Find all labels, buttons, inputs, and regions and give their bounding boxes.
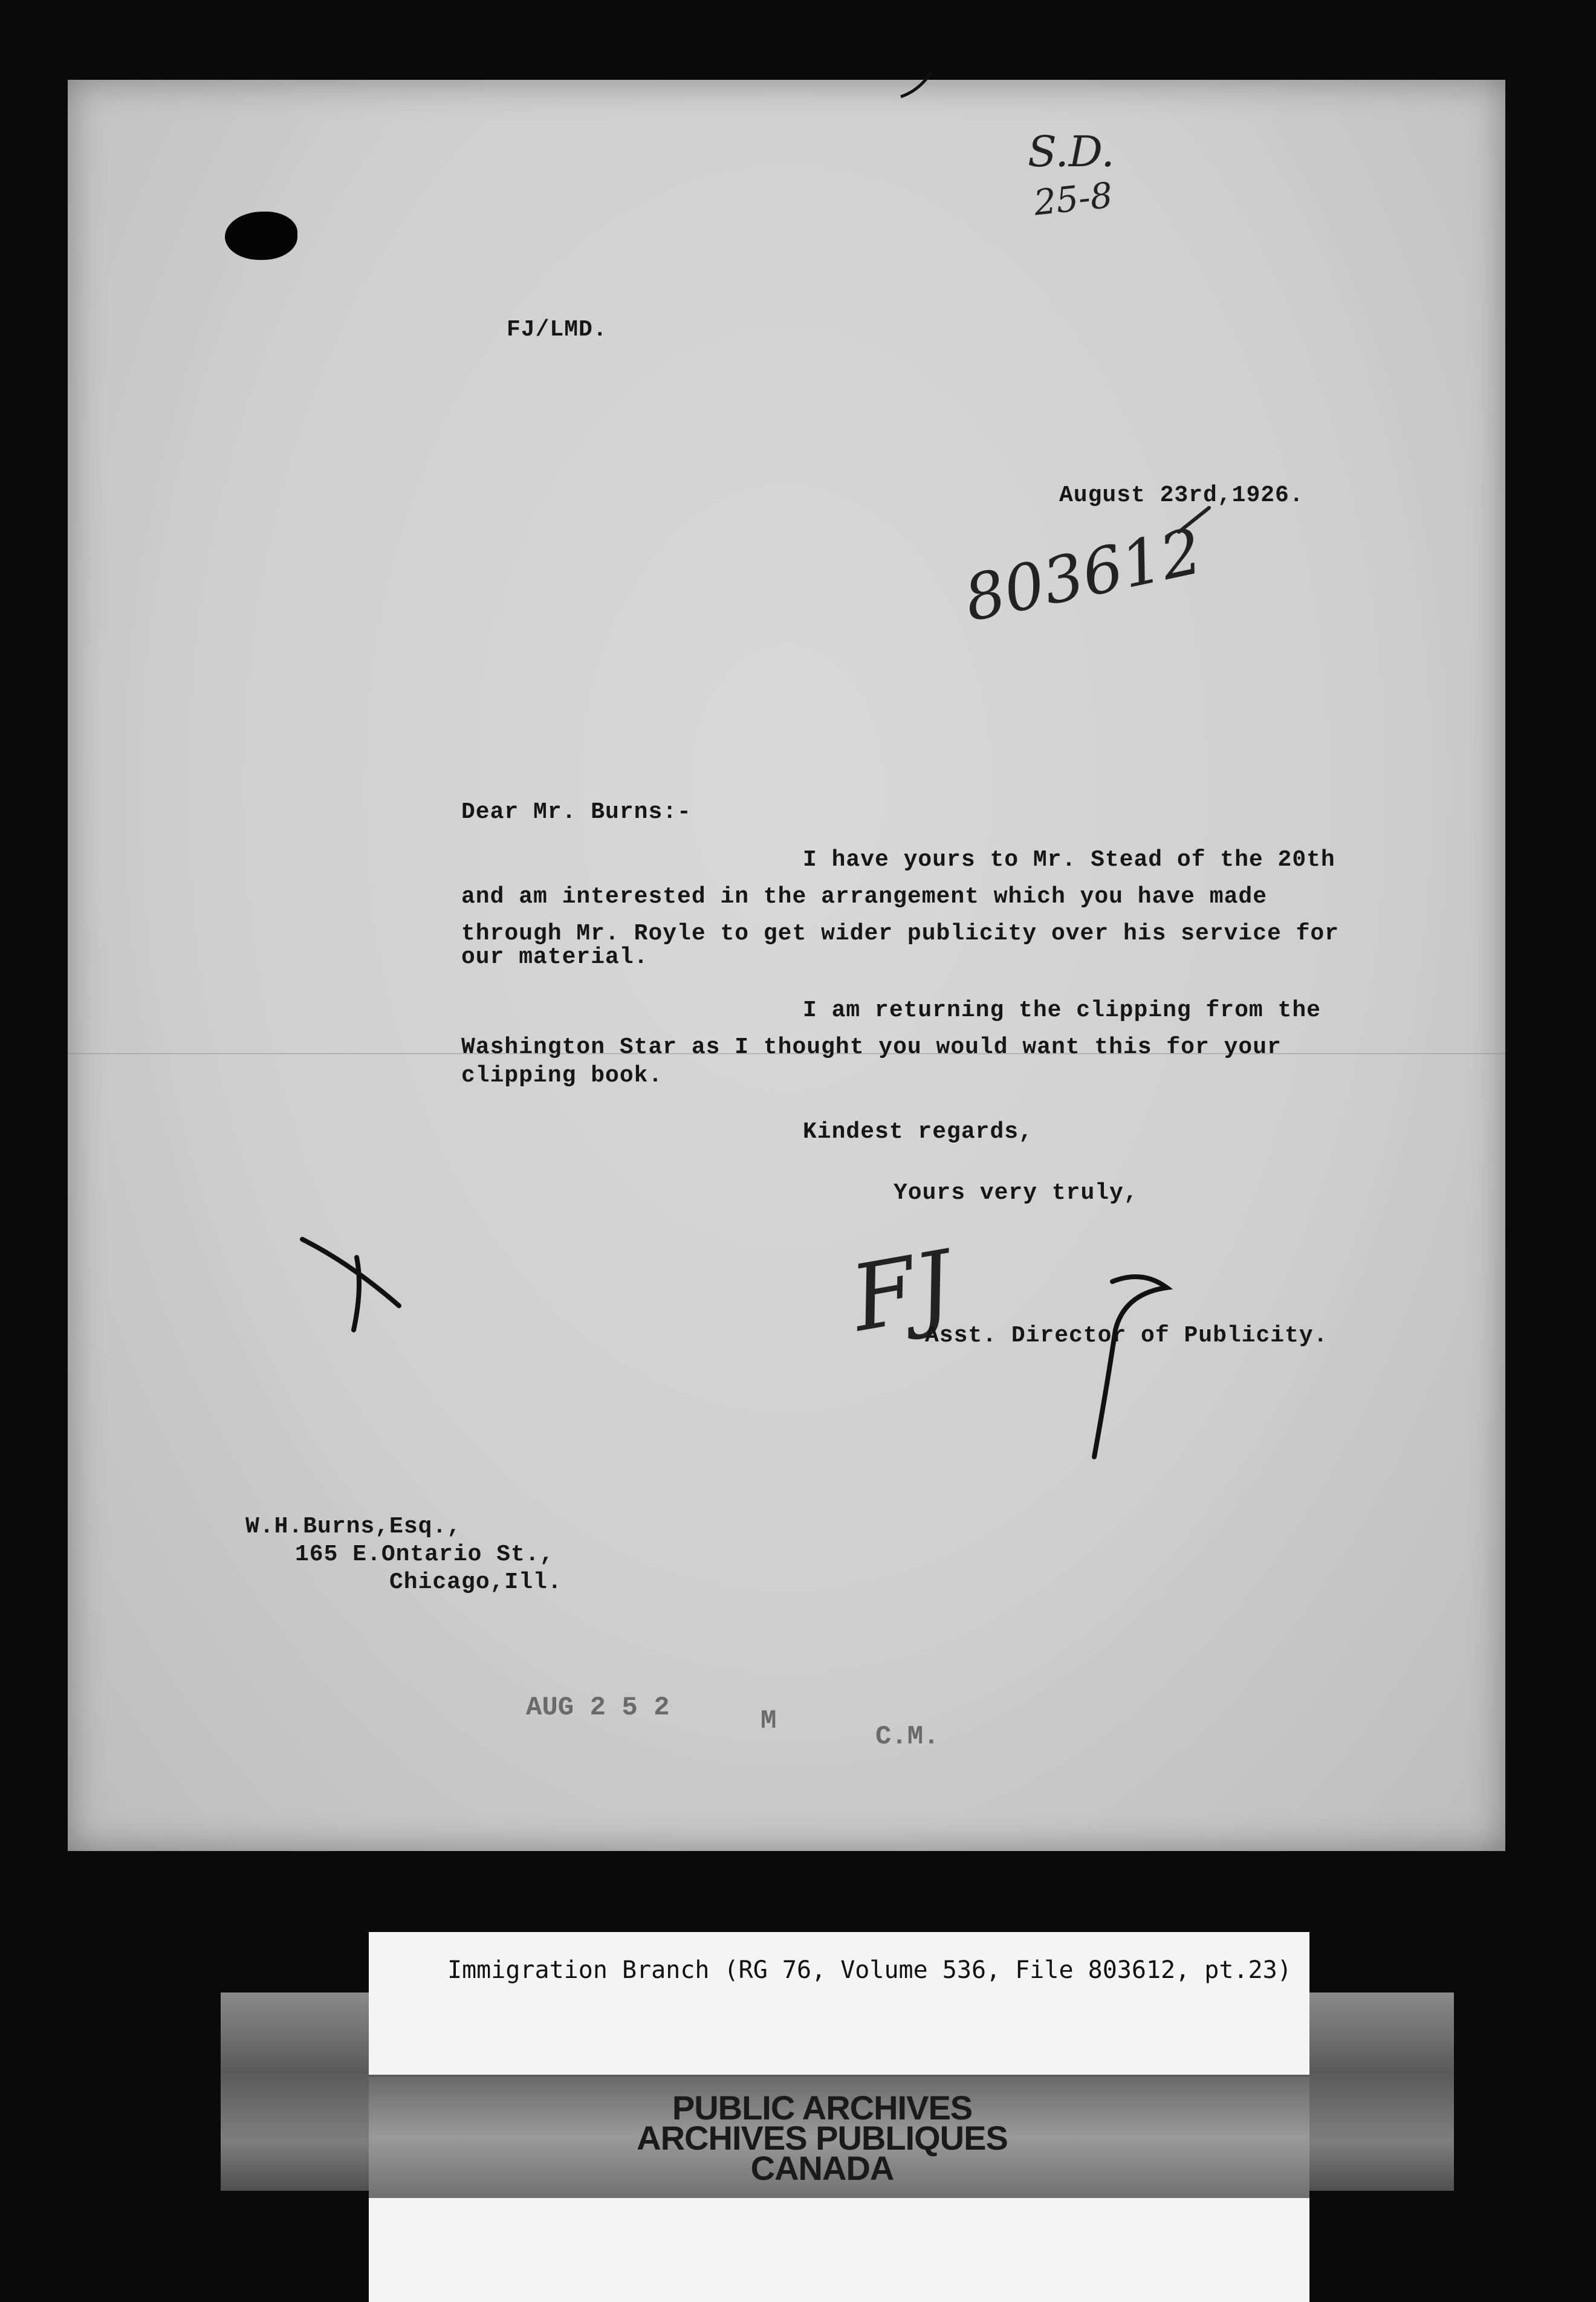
handwritten-initials: FJ: [844, 1231, 961, 1352]
file-number-handwritten: 803612: [958, 514, 1208, 636]
reference-code: FJ/LMD.: [507, 317, 608, 343]
address-line1: W.H.Burns,Esq.,: [245, 1514, 462, 1540]
closing-regards: Kindest regards,: [803, 1119, 1033, 1145]
stamp-code-cm: C.M.: [875, 1722, 939, 1752]
archive-stamp-line2: ARCHIVES PUBLIQUES: [637, 2119, 1008, 2157]
paragraph1-line2: and am interested in the arrangement which you have made: [461, 884, 1268, 910]
paragraph1-line1: I have yours to Mr. Stead of the 20th: [803, 847, 1335, 873]
tick-mark: [302, 1239, 399, 1330]
file-number-underline: [1179, 508, 1209, 532]
archive-stamp: [562, 2089, 1082, 2187]
citation-card: [369, 1932, 1309, 2075]
paragraph2-line3: clipping book.: [461, 1063, 663, 1089]
salutation: Dear Mr. Burns:-: [461, 799, 692, 825]
footer-card: [369, 2198, 1309, 2302]
signature-title: Asst. Director of Publicity.: [925, 1323, 1328, 1349]
top-annotation-date: 25-8: [1031, 174, 1115, 224]
paragraph1-line3: through Mr. Royle to get wider publicity over his service for: [461, 921, 1340, 947]
top-annotation-initials: S.D.: [1028, 127, 1115, 177]
address-line3: Chicago,Ill.: [389, 1569, 562, 1595]
closing-yours: Yours very truly,: [894, 1180, 1138, 1206]
paragraph2-line2: Washington Star as I thought you would want this for your: [461, 1034, 1282, 1060]
stamp-code-m: M: [761, 1706, 777, 1736]
archive-stamp-line3: CANADA: [750, 2149, 894, 2187]
archive-stamp-line1: PUBLIC ARCHIVES: [672, 2089, 973, 2127]
paragraph2-line1: I am returning the clipping from the: [803, 997, 1321, 1023]
letter-date: August 23rd,1926.: [1059, 482, 1304, 508]
address-line2: 165 E.Ontario St.,: [295, 1542, 554, 1568]
citation-text: Immigration Branch (RG 76, Volume 536, File 803612, pt.23): [447, 1956, 1292, 1984]
received-date-stamp: AUG 2 5 2: [526, 1693, 670, 1723]
paragraph1-line4: our material.: [461, 944, 649, 970]
top-annotation-mark: [901, 73, 931, 97]
signature-flourish: [1094, 1277, 1167, 1457]
